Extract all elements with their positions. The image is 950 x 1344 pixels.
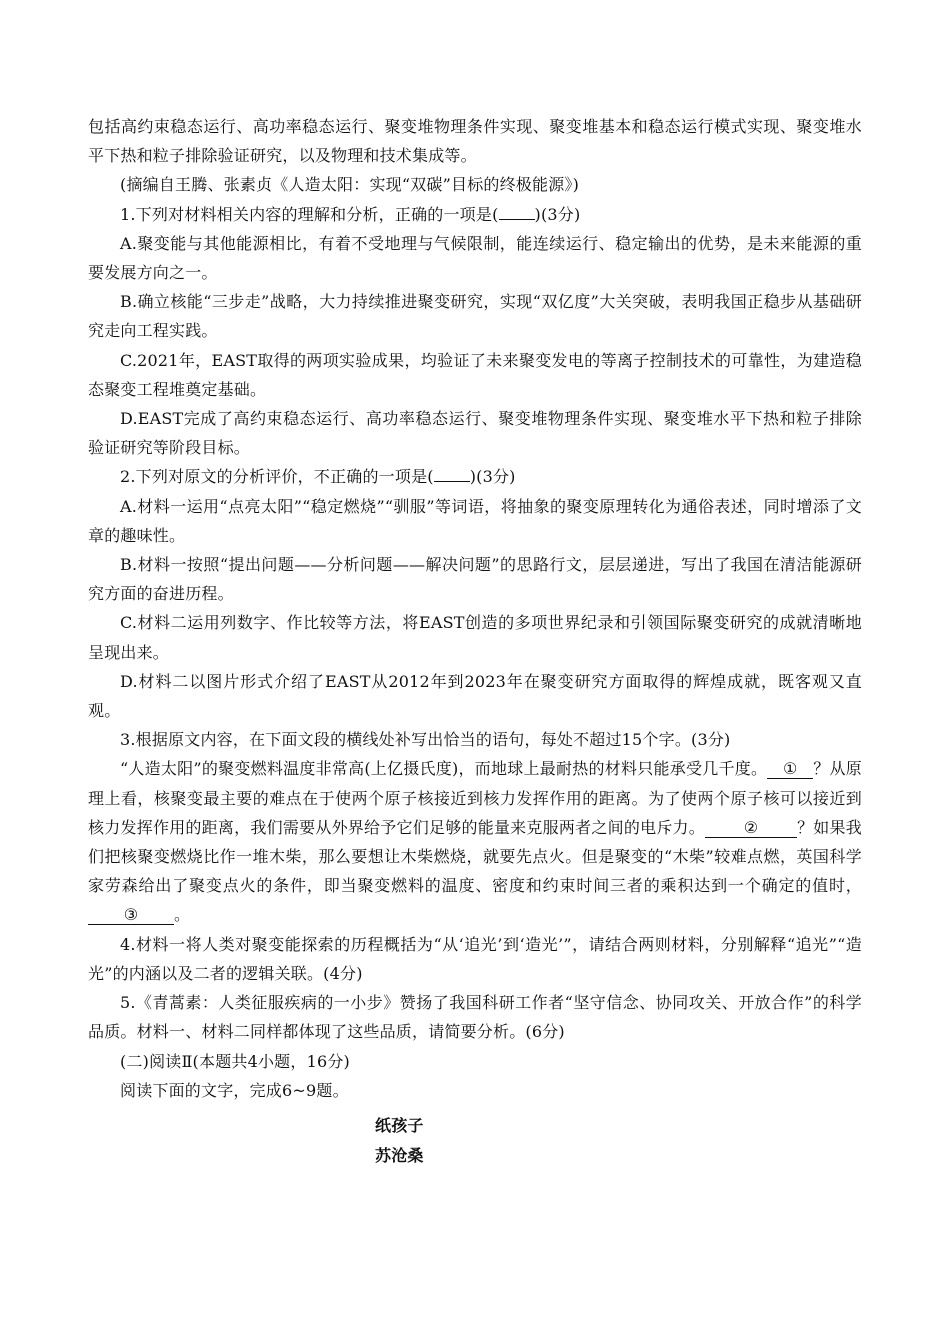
source-citation: (摘编自王腾、张素贞《人造太阳：实现“双碳”目标的终极能源》) <box>120 175 580 195</box>
question-1-stem: 1.下列对材料相关内容的理解和分析，正确的一项是( )(3分) <box>120 204 581 224</box>
question-2-option-c: C.材料二运用列数字、作比较等方法，将EAST创造的多项世界纪录和引领国际聚变研究的成就清晰地呈现出来。 <box>88 613 862 662</box>
question-3-stem: 3.根据原文内容，在下面文段的横线处补写出恰当的语句，每处不超过15个字。(3分) <box>120 730 731 750</box>
story-author: 苏沧桑 <box>375 1145 424 1165</box>
question-1-option-a: A.聚变能与其他能源相比，有着不受地理与气候限制，能连续运行、稳定输出的优势，是未来能源的重要发展方向之一。 <box>88 233 862 283</box>
story-title: 纸孩子 <box>375 1115 424 1135</box>
question-2-option-b: B.材料一按照“提出问题——分析问题——解决问题”的思路行文，层层递进，写出了我国在清洁能源研究方面的奋进历程。 <box>88 555 862 604</box>
question-2-option-d: D.材料二以图片形式介绍了EAST从2012年到2023年在聚变研究方面取得的辉煌成就，既客观又直观。 <box>88 671 862 721</box>
section-2-instructions: 阅读下面的文字，完成6~9题。 <box>120 1080 349 1100</box>
fill-blank-2[interactable]: ② <box>705 819 797 838</box>
question-4: 4.材料一将人类对聚变能探索的历程概括为“从‘追光’到‘造光’”，请结合两则材料，分别解释“追光”“造光”的内涵以及二者的逻辑关联。(4分) <box>88 934 862 983</box>
question-1-option-c: C.2021年，EAST取得的两项实验成果，均验证了未来聚变发电的等离子控制技术的可靠性，为建造稳态聚变工程堆奠定基础。 <box>88 350 862 399</box>
question-3-passage: “人造太阳”的聚变燃料温度非常高(上亿摄氏度)，而地球上最耐热的材料只能承受几千度。 ① ？从原理上看，核聚变最主要的难点在于使两个原子核接近到核力发挥作用的距离。为了使两个原子核可以接近到核力发挥作用的距离，我们需要从外界给予它们足够的能量来克服两者之间的电斥力。 ② ？如果我们把核聚变燃烧比作一堆木柴，那么要想让木柴燃烧，就要先点火。但是聚变的“木柴”较难点燃，英国科学家劳森给出了聚变点火的条件，即当聚变燃料的温度、密度和约束时间三者的乘积达到一个确定的值时，③ 。 <box>88 759 862 925</box>
answer-blank[interactable] <box>499 219 535 220</box>
fill-blank-1[interactable]: ① <box>767 760 813 779</box>
question-5: 5.《青蒿素：人类征服疾病的一小步》赞扬了我国科研工作者“坚守信念、协同攻关、开放合作”的科学品质。材料一、材料二同样都体现了这些品质，请简要分析。(6分) <box>88 993 862 1042</box>
question-1-option-d: D.EAST完成了高约束稳态运行、高功率稳态运行、聚变堆物理条件实现、聚变堆水平下热和粒子排除验证研究等阶段目标。 <box>88 409 862 458</box>
fill-blank-3[interactable]: ③ <box>88 906 174 925</box>
question-2-option-a: A.材料一运用“点亮太阳”“稳定燃烧”“驯服”等词语，将抽象的聚变原理转化为通俗表述，同时增添了文章的趣味性。 <box>88 496 862 545</box>
question-1-option-b: B.确立核能“三步走”战略，大力持续推进聚变研究，实现“双亿度”大关突破，表明我国正稳步从基础研究走向工程实践。 <box>88 292 862 341</box>
question-2-stem: 2.下列对原文的分析评价，不正确的一项是( )(3分) <box>120 467 516 487</box>
intro-paragraph-tail: 包括高约束稳态运行、高功率稳态运行、聚变堆物理条件实现、聚变堆基本和稳态运行模式实现、聚变堆水平下热和粒子排除验证研究，以及物理和技术集成等。 <box>88 117 862 166</box>
section-2-heading: (二)阅读Ⅱ(本题共4小题，16分) <box>120 1051 350 1071</box>
answer-blank[interactable] <box>434 481 470 482</box>
